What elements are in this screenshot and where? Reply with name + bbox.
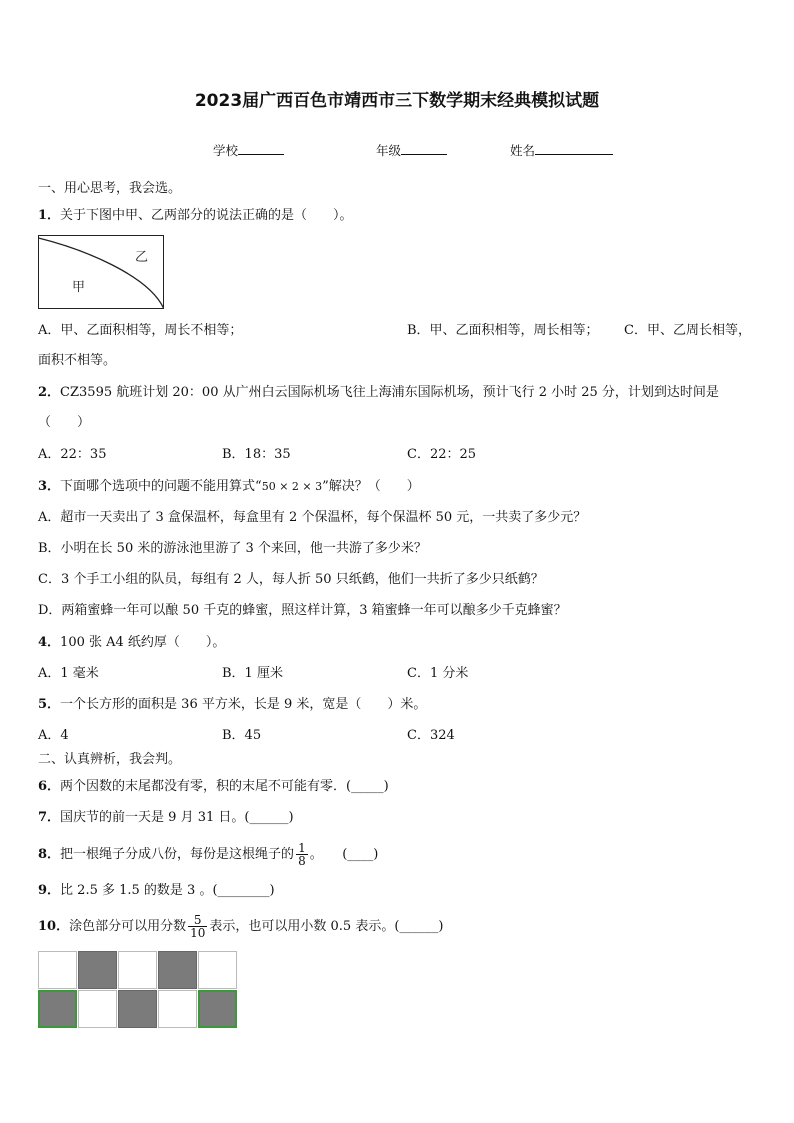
question-text: 两个因数的末尾都没有零，积的末尾不可能有零．(_____) (60, 779, 389, 794)
q2-option-c[interactable]: C．22：25 (407, 447, 477, 462)
school-blank[interactable] (238, 142, 284, 155)
question-10 (38, 912, 443, 942)
fraction-five-tenths (188, 914, 207, 939)
question-text: CZ3595 航班计划 20：00 从广州白云国际机场飞往上海浦东国际机场，预计飞行 2 小时 25 分，计划到达时间是 (60, 385, 719, 400)
question-number: 6． (38, 779, 61, 794)
name-blank[interactable] (535, 142, 613, 155)
figure-label-jia: 甲 (72, 280, 86, 295)
fraction-one-eighth (296, 842, 308, 867)
grid-cell-shaded (118, 990, 157, 1028)
q1-figure (38, 235, 164, 309)
question-number: 10． (38, 919, 70, 934)
question-text-a: 把一根绳子分成八份，每份是这根绳子的 (60, 847, 295, 862)
question-1 (38, 207, 353, 225)
q4-option-a[interactable]: A．1 毫米 (38, 666, 99, 681)
section-1-heading: 一、用心思考，我会选。 (38, 181, 182, 196)
q3-option-c[interactable]: C．3 个手工小组的队员，每组有 2 人，每人折 50 只纸鹤，他们一共折了多少只纸鹤？ (38, 572, 544, 587)
question-text-b: 表示，也可以用小数 0.5 表示。(______) (209, 919, 444, 934)
grid-cell (158, 990, 197, 1028)
grid-cell (78, 990, 117, 1028)
q1-option-c-continued: 面积不相等。 (38, 353, 117, 368)
grid-cell (118, 951, 157, 989)
question-number: 5． (38, 697, 61, 712)
q4-option-c[interactable]: C．1 分米 (407, 666, 469, 681)
q1-option-b[interactable]: B．甲、乙面积相等，周长相等； (407, 323, 599, 338)
question-text: 一个长方形的面积是 36 平方米，长是 9 米，宽是（ ）米。 (60, 697, 427, 712)
q1-option-a[interactable]: A．甲、乙面积相等，周长不相等； (38, 323, 243, 338)
question-number: 9． (38, 883, 61, 898)
grid-cell (198, 951, 237, 989)
question-text: 关于下图中甲、乙两部分的说法正确的是（ ）。 (60, 208, 353, 223)
question-number: 8． (38, 847, 61, 862)
question-text-a: 下面哪个选项中的问题不能用算式“ (60, 479, 262, 494)
name-label: 姓名 (510, 143, 536, 158)
grid-cell-shaded (158, 951, 197, 989)
question-8 (38, 841, 378, 869)
grid-cell-shaded (38, 990, 77, 1028)
figure-label-yi: 乙 (135, 250, 149, 265)
question-number: 7． (38, 810, 61, 825)
question-5 (38, 696, 426, 714)
question-9 (38, 882, 275, 900)
question-text-a: 涂色部分可以用分数 (69, 919, 187, 934)
question-7 (38, 809, 294, 827)
question-6 (38, 778, 389, 796)
q2-option-a[interactable]: A．22：35 (38, 447, 107, 462)
q5-option-b[interactable]: B．45 (222, 728, 262, 743)
q3-option-d[interactable]: D．两箱蜜蜂一年可以酿 50 千克的蜂蜜，照这样计算，3 箱蜜蜂一年可以酿多少千克蜂蜜？ (38, 603, 567, 618)
school-label: 学校 (213, 143, 239, 158)
grid-cell-shaded (78, 951, 117, 989)
q3-option-a[interactable]: A．超市一天卖出了 3 盒保温杯，每盒里有 2 个保温杯，每个保温杯 50 元，一共卖了多少元？ (38, 510, 587, 525)
fraction-numerator: 1 (298, 841, 306, 855)
grade-blank[interactable] (401, 142, 447, 155)
question-4 (38, 634, 225, 652)
q4-option-b[interactable]: B．1 厘米 (222, 666, 283, 681)
fraction-denominator: 10 (190, 926, 206, 940)
school-field (213, 141, 284, 159)
q1-option-c[interactable]: C．甲、乙周长相等， (624, 323, 751, 338)
grid-cell-shaded (198, 990, 237, 1028)
grid-cell (38, 951, 77, 989)
question-number: 1． (38, 208, 61, 223)
fraction-numerator: 5 (193, 913, 202, 927)
q3-option-b[interactable]: B．小明在长 50 米的游泳池里游了 3 个来回，他一共游了多少米？ (38, 541, 427, 556)
fraction-denominator: 8 (298, 854, 306, 868)
question-text-b: 。 (____) (309, 847, 379, 862)
question-text: 比 2.5 多 1.5 的数是 3 。(________) (60, 883, 275, 898)
question-2-continued: （ ） (38, 415, 91, 430)
question-text: 100 张 A4 纸约厚（ ）。 (60, 635, 226, 650)
q2-option-b[interactable]: B．18：35 (222, 447, 291, 462)
grade-label: 年级 (376, 143, 402, 158)
grade-field (376, 141, 447, 159)
question-number: 4． (38, 635, 61, 650)
section-2-heading: 二、认真辨析，我会判。 (38, 752, 182, 767)
q5-option-c[interactable]: C．324 (407, 728, 455, 743)
name-field (510, 141, 613, 159)
q5-option-a[interactable]: A．4 (38, 728, 69, 743)
question-3 (38, 478, 420, 496)
question-text: 国庆节的前一天是 9 月 31 日。(______) (60, 810, 294, 825)
formula: 50 × 2 × 3 (261, 480, 323, 493)
question-text-b: ”解决？（ ） (322, 479, 420, 494)
question-number: 3． (38, 479, 61, 494)
page-title: 2023届广西百色市靖西市三下数学期末经典模拟试题 (194, 91, 600, 111)
question-number: 2． (38, 385, 61, 400)
question-2 (38, 384, 719, 402)
